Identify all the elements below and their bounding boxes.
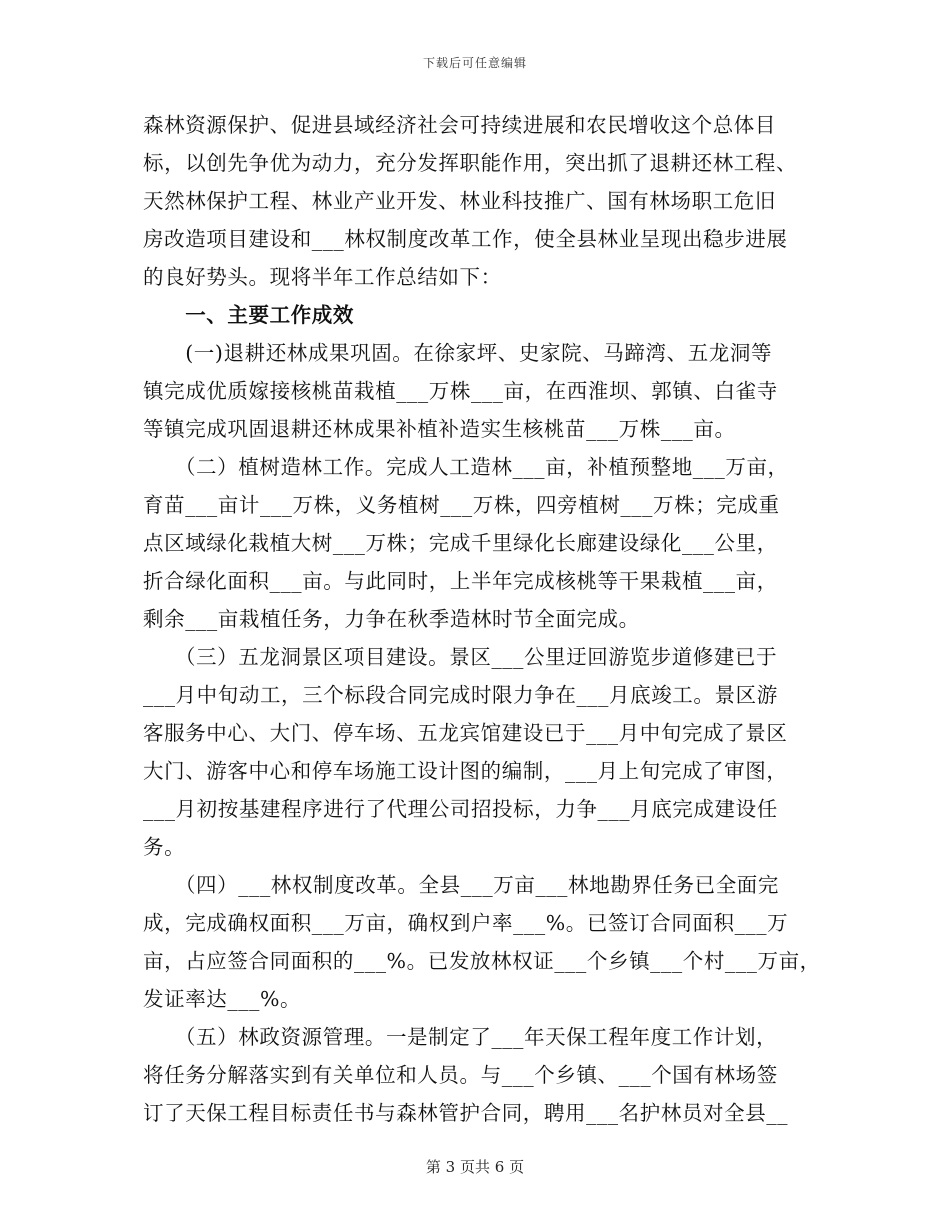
- text-line: 镇完成优质嫁接核桃苗栽植___万株___亩，在西淮坝、郭镇、白雀寺: [143, 379, 778, 403]
- text-line: 成，完成确权面积___万亩，确权到户率___%。已签订合同面积___万: [143, 911, 789, 935]
- text-line: 剩余___亩栽植任务，力争在秋季造林时节全面完成。: [143, 607, 640, 631]
- text-line: 等镇完成巩固退耕还林成果补植补造实生核桃苗___万株___亩。: [143, 417, 736, 441]
- text-line: 将任务分解落实到有关单位和人员。与___个乡镇、___个国有林场签: [143, 1063, 778, 1087]
- text-line: （三）五龙洞景区项目建设。景区___公里迂回游览步道修建已于: [143, 645, 778, 669]
- text-line: 发证率达___%。: [143, 987, 302, 1011]
- text-line: 亩，占应签合同面积的___%。已发放林权证___个乡镇___个村___万亩，: [143, 949, 821, 973]
- text-line: 的良好势头。现将半年工作总结如下：: [143, 265, 502, 289]
- section-heading: 一、主要工作成效: [143, 303, 354, 327]
- text-line: 折合绿化面积___亩。与此同时，上半年完成核桃等干果栽植___亩，: [143, 569, 778, 593]
- text-line: (一)退耕还林成果巩固。在徐家坪、史家院、马蹄湾、五龙洞等: [143, 341, 773, 365]
- text-line: （二）植树造林工作。完成人工造林___亩，补植预整地___万亩，: [143, 455, 789, 479]
- text-line: 点区域绿化栽植大树___万株；完成千里绿化长廊建设绿化___公里，: [143, 531, 778, 555]
- text-line: 房改造项目建设和___林权制度改革工作，使全县林业呈现出稳步进展: [143, 227, 788, 251]
- text-line: （四）___林权制度改革。全县___万亩___林地勘界任务已全面完: [143, 873, 779, 897]
- text-line: 大门、游客中心和停车场施工设计图的编制，___月上旬完成了审图，: [143, 759, 788, 783]
- page-footer: 第 3 页共 6 页: [425, 1158, 525, 1176]
- text-line: ___月中旬动工，三个标段合同完成时限力争在___月底竣工。景区游: [143, 683, 778, 707]
- text-line: 订了天保工程目标责任书与森林管护合同，聘用___名护林员对全县__: [143, 1101, 789, 1125]
- text-line: 育苗___亩计___万株，义务植树___万株，四旁植树___万株；完成重: [143, 493, 780, 517]
- text-line: 标，以创先争优为动力，充分发挥职能作用，突出抓了退耕还林工程、: [143, 151, 798, 175]
- text-line: （五）林政资源管理。一是制定了___年天保工程年度工作计划，: [143, 1025, 778, 1049]
- text-line: 客服务中心、大门、停车场、五龙宾馆建设已于___月中旬完成了景区: [143, 721, 788, 745]
- text-line: 森林资源保护、促进县域经济社会可持续进展和农民增收这个总体目: [143, 113, 776, 137]
- text-line: 天然林保护工程、林业产业开发、林业科技推广、国有林场职工危旧: [143, 189, 776, 213]
- document-body: [143, 106, 821, 1132]
- page-header: 下载后可任意编辑: [422, 56, 527, 70]
- text-line: ___月初按基建程序进行了代理公司招投标，力争___月底完成建设任: [143, 797, 778, 821]
- text-line: 务。: [143, 835, 186, 859]
